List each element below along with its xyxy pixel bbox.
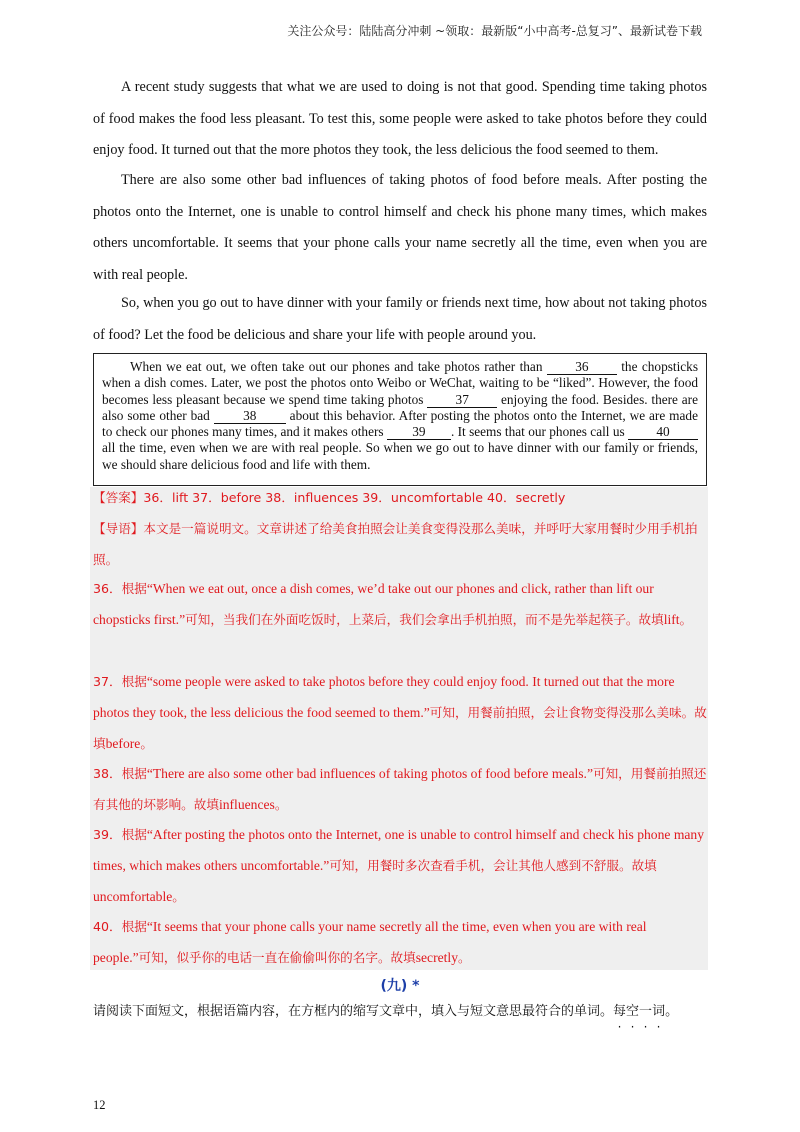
explanation-text: 可知，似乎你的电话一直在偷偷叫你的名字。故填	[138, 950, 416, 965]
summary-segment: all the time, even when we are with real people. So when we go out to have dinner with our family or friends, we should share delicious food and life with them.	[102, 440, 698, 472]
section-title-text: (九)	[380, 978, 408, 994]
explanation-quote: “When we eat out, once a dish comes, we’d take out our phones and click, rather than lift our chopsticks first.”	[93, 581, 654, 627]
summary-segment: about this behavior. After posting the photos onto the Internet, we are made to check our phones many times, and it makes others	[102, 407, 698, 440]
explanation-number: 39．根据	[93, 827, 147, 842]
passage-paragraph-3: So, when you go out to have dinner with your family or friends next time, how about not taking photos of food? Let the food be delicious and share your life with people around you.	[93, 295, 707, 343]
blank-40[interactable]: 40	[628, 425, 698, 440]
answer-key: 【答案】36．lift 37．before 38．influences 39．uncomfortable 40．secretly	[93, 490, 566, 505]
explanation-37	[93, 666, 707, 759]
explanation-word: uncomfortable	[93, 889, 173, 904]
explanation-quote: “There are also some other bad influences of taking photos of food before meals.”	[146, 766, 593, 781]
emphasis-char: 每	[613, 1004, 627, 1019]
guide-label: 【导语】	[93, 521, 144, 536]
explanation-38	[93, 758, 707, 820]
instruction	[93, 996, 707, 1027]
emphasis-char: 词	[652, 1004, 666, 1019]
explanation-word: lift	[663, 612, 680, 627]
explanation-number: 36．根据	[93, 581, 147, 596]
explanation-word: influences	[218, 797, 275, 812]
explanation-number: 37．根据	[93, 674, 147, 689]
blank-36[interactable]: 36	[547, 360, 617, 375]
explanation-40	[93, 911, 707, 973]
explanation-39	[93, 819, 707, 912]
explanation-text: 可知，用餐前拍照，会让食物变得没那么美味。故填	[93, 705, 707, 751]
summary-segment: enjoying the food. Besides. there are also some other bad	[102, 391, 698, 423]
summary-text	[102, 359, 698, 473]
summary-segment: . It seems that our phones call us	[450, 424, 628, 440]
section-title	[0, 975, 800, 995]
explanation-text: 可知，当我们在外面吃饭时，上菜后，我们会拿出手机拍照，而不是先举起筷子。故填	[185, 612, 664, 627]
explanation-end: 。	[458, 950, 471, 965]
instruction-text: 请阅读下面短文，根据语篇内容，在方框内的缩写文章中，填入与短文意思最符合的单词。	[93, 1004, 614, 1019]
explanation-quote: “After posting the photos onto the Internet, one is unable to control himself and check his phone many times, which makes others uncomfortable.”	[93, 827, 705, 873]
explanation-number: 38．根据	[93, 766, 147, 781]
emphasis-char: 一	[639, 1004, 653, 1019]
explanation-end: 。	[140, 736, 153, 751]
explanation-number: 40．根据	[93, 919, 147, 934]
blank-38[interactable]: 38	[214, 409, 286, 424]
explanation-text: 可知，用餐时多次查看手机，会让其他人感到不舒服。故填	[329, 858, 657, 873]
summary-segment: When we eat out, we often take out our phones and take photos rather than	[130, 359, 547, 374]
blank-39[interactable]: 39	[387, 425, 451, 440]
explanation-text: 可知，用餐前拍照还有其他的坏影响。故填	[93, 766, 707, 812]
guide-paragraph	[93, 513, 707, 575]
page-header: 关注公众号：陆陆高分冲刺 ~领取：最新版“小中高考-总复习”、最新试卷下载	[287, 24, 702, 38]
explanation-word: before	[105, 736, 141, 751]
summary-segment: the chopsticks when a dish comes. Later, we post the photos onto Weibo or WeChat, waiting to be “liked”. However, the food becomes less pleasant because we spend time taking photos	[102, 359, 699, 407]
passage-paragraph-2: There are also some other bad influences of taking photos of food before meals. After posting the photos onto the Internet, one is unable to control himself and check his phone many times, which makes others uncomfortable. It seems that your phone calls your name secretly all the time, even when you are with real people.	[93, 172, 707, 283]
explanation-quote: “some people were asked to take photos before they could enjoy food. It turned out that the more photos they took, the less delicious the food seemed to them.”	[93, 674, 675, 720]
explanation-36	[93, 573, 707, 635]
explanation-end: 。	[172, 889, 185, 904]
star-icon: *	[412, 978, 420, 994]
answer-line	[93, 482, 707, 513]
explanation-end: 。	[274, 797, 288, 812]
explanation-end: 。	[679, 612, 693, 627]
instruction-end: 。	[665, 1004, 679, 1019]
blank-37[interactable]: 37	[427, 393, 497, 408]
passage-paragraph-1: A recent study suggests that what we are used to doing is not that good. Spending time taking photos of food makes the food less pleasant. To test this, some people were asked to take photos before they could enjoy food. It turned out that the more photos they took, the less delicious the food seemed to them.	[93, 79, 707, 158]
page-number: 12	[93, 1098, 106, 1112]
explanation-word: secretly	[415, 950, 459, 965]
explanation-quote: “It seems that your phone calls your name secretly all the time, even when you are with real people.”	[93, 919, 647, 965]
guide-text: 本文是一篇说明文。文章讲述了给美食拍照会让美食变得没那么美味，并呼吁大家用餐时少用手机拍照。	[93, 521, 698, 567]
summary-box	[93, 353, 707, 486]
emphasis-char: 空	[626, 1004, 640, 1019]
